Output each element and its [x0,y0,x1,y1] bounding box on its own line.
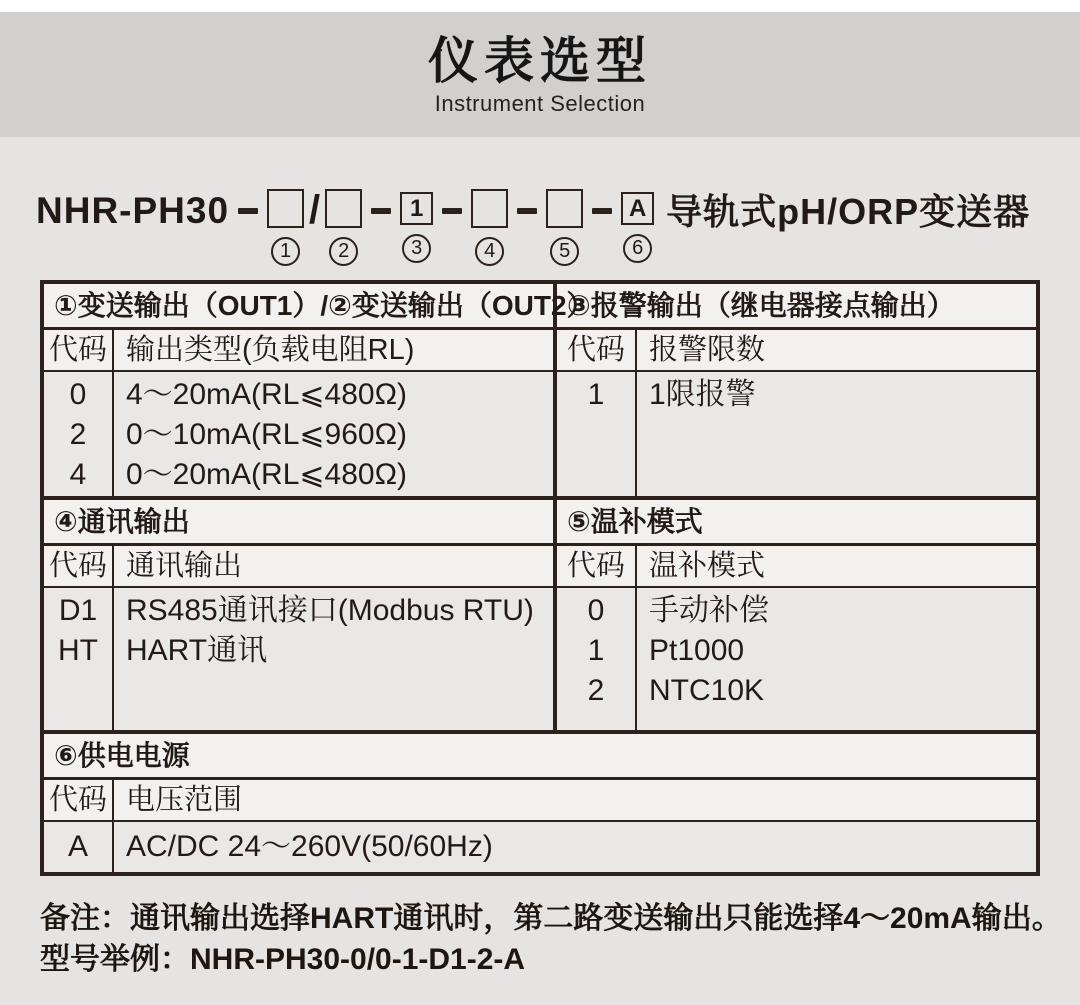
model-slot-box [267,189,304,228]
slot-value: A [629,194,647,222]
value-header-cell: 输出类型(负载电阻RL) [126,334,415,366]
section-header-row [44,496,1036,546]
code-header-cell: 代码 [557,546,637,586]
remark-note: 备注：通讯输出选择HART通讯时，第二路变送输出只能选择4～20mA输出。 [40,902,1062,935]
banner [0,12,1080,137]
code-cell: 2 [587,674,605,707]
model-slot-5 [546,189,583,266]
model-slot-4 [471,189,508,266]
value-cell: 0～10mA(RL⩽960Ω) [126,418,408,451]
code-cell-column [44,588,114,730]
code-header-cell: 代码 [44,780,114,820]
code-header-cell: 代码 [44,330,114,370]
slot-index-circle [271,237,300,266]
model-example-note: 型号举例：NHR-PH30-0/0-1-D1-2-A [40,943,526,976]
value-header-cell: 报警限数 [649,334,766,366]
value-cell: Pt1000 [649,634,745,667]
value-cell: NTC10K [649,674,765,707]
model-slot-1 [267,189,304,266]
code-cell-column [44,372,114,496]
column-header-row [44,546,1036,588]
slot-index-circle [402,234,431,263]
model-slot-box [546,189,583,228]
selection-table [40,280,1040,876]
slot-value: 1 [409,194,424,222]
dash-separator [442,208,462,214]
column-header-row [44,330,1036,372]
slot-index: 3 [411,237,423,259]
slot-index: 2 [338,240,350,262]
section-title: ③报警输出（继电器接点输出） [567,290,955,321]
slot-index-circle [623,234,652,263]
section-header-row [44,730,1036,780]
code-cell-column [44,822,114,872]
model-slot-box [471,189,508,228]
dash-separator [371,208,391,214]
code-cell-column [557,588,637,730]
column-header-row [44,780,1036,822]
model-slot-3 [400,189,433,263]
section-title: ④通讯输出 [54,506,190,537]
code-cell: 0 [587,594,605,627]
value-cell: 1限报警 [649,378,756,411]
code-cell: 1 [587,634,605,667]
code-cell: 2 [69,418,87,451]
value-cell-column [114,588,553,730]
value-header-cell: 通讯输出 [126,550,243,582]
value-cell-column [637,372,1036,496]
code-cell: A [67,830,88,863]
section-title: ①变送输出（OUT1）/②变送输出（OUT2） [54,290,595,321]
section-title: ⑤温补模式 [567,506,703,537]
model-prefix: NHR-PH30 [36,190,230,231]
model-suffix: 导轨式pH/ORP变送器 [666,191,1031,232]
dash-separator [592,208,612,214]
section-header-row [44,284,1036,330]
dash-separator [238,208,258,214]
code-cell-column [557,372,637,496]
code-cell: HT [58,634,98,667]
value-cell-column [637,588,1036,730]
footnotes [40,898,1080,980]
model-slot-2 [325,189,362,266]
slot-index: 4 [484,240,496,262]
top-strip [0,0,1080,12]
value-cell-column [114,822,1036,872]
value-cell: 手动补偿 [649,594,769,627]
model-slot-box [621,192,654,225]
slot-index-circle [475,237,504,266]
value-cell: AC/DC 24～260V(50/60Hz) [126,830,493,863]
code-header-cell: 代码 [44,546,114,586]
model-code-line [36,189,1080,266]
model-slot-box [325,189,362,228]
slash-separator: / [309,188,321,232]
code-cell: 1 [587,378,605,411]
value-cell: 0～20mA(RL⩽480Ω) [126,458,408,491]
value-cell: RS485通讯接口(Modbus RTU) [126,594,534,627]
code-cell: 4 [69,458,87,491]
data-band [44,822,1036,872]
model-slot-box [400,192,433,225]
value-cell-column [114,372,553,496]
code-header-cell: 代码 [557,330,637,370]
slot-index-circle [329,237,358,266]
value-header-cell: 电压范围 [126,784,243,816]
slot-index-circle [550,237,579,266]
slot-index: 6 [632,237,644,259]
code-cell: D1 [58,594,98,627]
value-cell: 4～20mA(RL⩽480Ω) [126,378,408,411]
page-subtitle: Instrument Selection [434,90,646,116]
dash-separator [517,208,537,214]
section-title: ⑥供电电源 [54,740,190,771]
value-header-cell: 温补模式 [649,550,766,582]
slot-index: 1 [279,240,292,262]
data-band [44,588,1036,730]
code-cell: 0 [69,378,87,411]
model-slot-6 [621,189,654,263]
data-band [44,372,1036,496]
slot-index: 5 [559,240,571,262]
value-cell: HART通讯 [126,634,268,667]
page-title: 仪表选型 [428,32,652,89]
